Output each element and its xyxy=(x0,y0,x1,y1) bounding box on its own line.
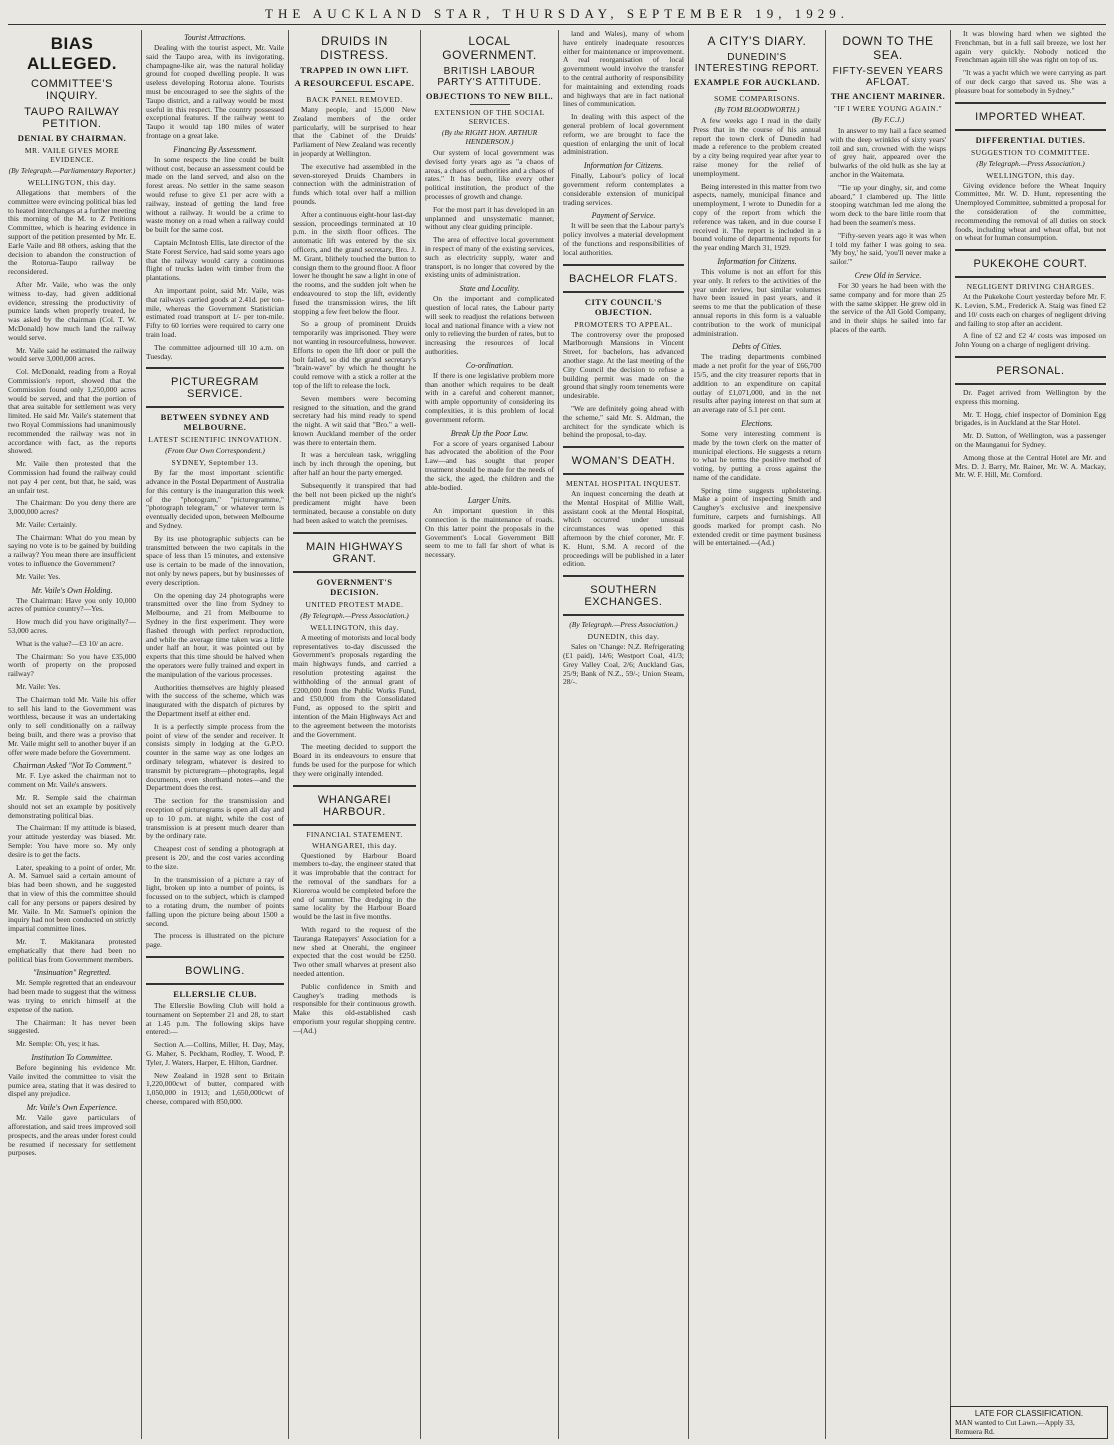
paragraph: So a group of prominent Druids temporarily was imprisoned. They were not wanting in resourcefulness, however. Efforts to open the lift door or pull the bolt failed, so did the grand secretary's "brain-wave" by which he thought he could remove with a stick a roller at the top of the lift to release the lock. xyxy=(293,319,416,390)
paragraph: An important point, said Mr. Vaile, was that railways carried goods at 2.41d. per ton-mile, whereas the Government Statistician estimated road transport at 1/- per ton-mile. Fifty to 60 lorries were required to carry one train load. xyxy=(146,285,284,339)
section-subhead: Information for Citizens. xyxy=(583,161,664,171)
paragraph: "Tie up your dinghy, sir, and come aboard," I clambered up. The little stooping watchman led me along the worn deck to the bare little room that had been the seamen's mess. xyxy=(830,182,946,227)
headline: MAIN HIGHWAYS GRANT. xyxy=(305,540,404,565)
article-body xyxy=(563,331,684,441)
article-body xyxy=(955,293,1106,350)
paragraph: The area of effective local government in respect of many of the existing services, such as electricity supply, water and transport, is no longer that covered by the existing units of administration. xyxy=(425,235,554,280)
deck: EXAMPLE FOR AUCKLAND. xyxy=(694,77,820,87)
paragraph: Mr. T. Hogg, chief inspector of Dominion Egg brigades, is in Auckland at the Star Hotel. xyxy=(955,409,1106,428)
paragraph: Cheapest cost of sending a photograph at present is 20/, and the cost varies according to the size. xyxy=(146,844,284,871)
article-body xyxy=(293,852,416,1036)
subheadline: GOVERNMENT'S DECISION. xyxy=(316,576,393,597)
late-classification-note: MAN wanted to Cut Lawn.—Apply 33, Remuera Rd. xyxy=(955,1418,1075,1436)
paragraph: Giving evidence before the Wheat Inquiry Committee, Mr. W. D. Hunt, representing the Unemployed Committee, submitted a proposal for the consideration of the committee, recommending the removal of all duties on stock foods, including wheat and wheat offal, but not on wheat for human consumption. xyxy=(955,180,1106,243)
paragraph: For the most part it has developed in an unplanned and unsystematic manner, without any clear guiding principle. xyxy=(425,204,554,232)
paragraph: On the important and complicated question of local rates, the Labour party will seek to readjust the relations between local and national finance with a view not only to relieving the burden of rates, but to increasing the resources of local authorities. xyxy=(425,294,554,356)
column-personal xyxy=(951,30,1110,1405)
paragraph: Allegations that members of the committee were evincing political bias led to heated interchanges at a further meeting this morning of the M. to Z Petitions Committee, which is hearing evidence in support of the petition presented by Mr. E. Earle Vaile and 88 others, asking that the decision to abandon the construction of the Rotorua-Taupo railway be reconsidered. xyxy=(8,188,136,277)
divider xyxy=(335,91,375,92)
subheadline: BRITISH LABOUR PARTY'S ATTITUDE. xyxy=(437,66,542,88)
paragraph: Col. McDonald, reading from a Royal Commission's report, showed that the Commission found only 1,250,000 acres would be served, and that the portion of that area suitable for settlement was very limited. He said Mr. Vaile's statement that two Royal Commissions had unanimously recommended the railway was not in accordance with fact, as the reports showed. xyxy=(8,367,136,456)
paragraph: The meeting decided to support the Board in its endeavours to ensure that funds be used for the purpose for which they were originally intended. xyxy=(293,742,416,778)
dateline: WELLINGTON, this day. xyxy=(310,622,399,632)
deck: BACK PANEL REMOVED. xyxy=(306,95,403,104)
dateline: DUNEDIN, this day. xyxy=(587,632,660,642)
deck: SUGGESTION TO COMMITTEE. xyxy=(970,147,1090,157)
paragraph: Many people, and 15,000 New Zealand members of the order particularly, will be surprised to hear that the Cabinet of the Druids' Parliament of New Zealand was recently in jeopardy at Wellington. xyxy=(293,105,416,158)
paragraph: Mr. F. Lye asked the chairman not to comment on Mr. Vaile's answers. xyxy=(8,771,136,790)
section-subhead: Debts of Cities. xyxy=(732,342,782,352)
paragraph: This volume is not an effort for this year only. It refers to the activities of the year under review, but similar volumes have been issued in past years, and it seems to me that the publication of these annual reports in this form is a valuable contribution to the work of municipal administration. xyxy=(693,266,821,338)
paragraph: Mr. Vaile then protested that the Commission had found the railway could not pay 4 per cent, but that, he said, was an unfair test. xyxy=(8,459,136,495)
deck: MR. VAILE GIVES MORE EVIDENCE. xyxy=(24,146,120,164)
column-bachelor-flats xyxy=(559,30,688,1439)
paragraph: Spring time suggests upholstering. Make a point of inspecting Smith and Caughey's exclusive and inexpensive furniture, carpets and furnishings. All goods marked for prompt cash. No extended credit or time payment business will be entertained.—(Ad.) xyxy=(693,485,821,548)
subheadline: COMMITTEE'S INQUIRY. xyxy=(30,78,114,102)
subheadline: NEGLIGENT DRIVING CHARGES. xyxy=(966,282,1095,292)
paragraph: Later, speaking to a point of order, Mr. A. M. Samuel said a certain amount of bias had been shown, and he suggested that in view of this the committee should call for any persons or papers desired by Mr. Vaile. In Mr. Samuel's opinion the inquiry had not been conducted on strictly impartial committee lines. xyxy=(8,862,136,934)
paragraph: An inquest concerning the death at the Mental Hospital of Millie Wall, assistant cook at the Mental Hospital, which occurred under unusual circumstances was opened this afternoon by the chief coroner, Mr. F. K. Hunt, S.M. A record of the proceedings will be published in a later edition. xyxy=(563,489,684,569)
deck: UNITED PROTEST MADE. xyxy=(305,599,404,609)
article-body xyxy=(563,30,684,258)
paragraph: Dealing with the tourist aspect, Mr. Vaile said the Taupo area, with its invigorating, champagne-like air, was the natural holiday ground for cooped dwelling people. It was useless developing Rotorua alone. Tourists must be encouraged to see the sights of the Taupo district, and a railway would be most useful in this respect. The country possessed exceptional features. If the railway went to Taupo it would tap 180 miles of water frontage on a great lake. xyxy=(146,43,284,140)
credit-line: (By Telegraph.—Press Association.) xyxy=(300,610,409,620)
paragraph: Public confidence in Smith and Caughey's trading methods is responsible for their continuous growth. Make this old-established cash emporium your regular shopping centre.—(Ad.) xyxy=(293,981,416,1035)
paragraph: Some very interesting comment is made by the town clerk on the matter of municipal elections. He suggests a return to what he terms the positive method of voting, by putting a cross against the name of the candidate. xyxy=(693,428,821,482)
paragraph: The Chairman told Mr. Vaile his offer to sell his land to the Government was worthless, because it was an undertaking only to sell conditionally on a railway being built, and there was a proviso that Mr. Vaile might sell to another buyer if an offer were made before the Government. xyxy=(8,694,136,757)
paragraph: A meeting of motorists and local body representatives to-day discussed the Government's proposals regarding the main highways funds, and carried a resolution protesting against the withholding of the annual grant of £200,000 from the Public Works Fund, and £50,000 from the Consolidated Fund, as opposed to the spirit and intention of the Main Highways Act and to the agreement between the motorists and the Government. xyxy=(293,632,416,739)
section-subhead: Mr. Vaile's Own Holding. xyxy=(31,585,113,595)
paragraph: What is the value?—£3 10/ an acre. xyxy=(16,638,124,648)
headline: PERSONAL. xyxy=(996,364,1065,377)
column-down-to-the-sea xyxy=(826,30,950,1439)
paragraph: Captain McIntosh Ellis, late director of the State Forest Service, had said some years ago that the railway would carry a continuous flight of trucks laden with timber from the plantations. xyxy=(146,237,284,283)
subheadline: ELLERSLIE CLUB. xyxy=(173,988,257,999)
late-classification-box xyxy=(950,1406,1108,1439)
paragraph: Questioned by Harbour Board members to-day, the engineer stated that it was improbable that the contract for the removal of the sandbars for a Kioreroa would be completed before the end of summer. The dredging in the same locality by the Harbour Board would be the last in five months. xyxy=(293,850,416,922)
section-subhead: Financing By Assessment. xyxy=(173,144,257,154)
paragraph: For 30 years he had been with the same company and for more than 25 with the same skipper. He grew old in the service of the All Gold Company, and in their ships he sailed into far places of the earth. xyxy=(830,280,946,334)
paragraph: In dealing with this aspect of the general problem of local government reform, we are brought to face the question of enlarging the unit of local administration. xyxy=(563,112,684,157)
paragraph: Dr. Paget arrived from Wellington by the express this morning. xyxy=(955,387,1106,406)
section-subhead: Tourist Attractions. xyxy=(184,33,246,42)
paragraph: A few weeks ago I read in the daily Press that in the course of his annual report the town clerk of Dunedin had made a reference to the problem created by a city being required year after year to raise money for the relief of unemployment. xyxy=(693,116,821,178)
paragraph: The committee adjourned till 10 a.m. on Tuesday. xyxy=(146,342,284,361)
article-body xyxy=(146,1002,284,1107)
article-body xyxy=(425,149,554,560)
column-city-diary xyxy=(689,30,825,1439)
headline: BOWLING. xyxy=(185,964,245,977)
credit-line: (By Telegraph.—Press Association.) xyxy=(569,620,678,630)
section-subhead: Mr. Vaile's Own Experience. xyxy=(26,1103,118,1113)
deck: DENIAL BY CHAIRMAN. xyxy=(17,133,127,143)
paragraph: The Chairman: So you have £35,000 worth of property on the proposed railway? xyxy=(8,651,136,679)
paragraph: "We are definitely going ahead with the scheme," said Mr. S. Aldman, the architect for the syndicate which is behind the proposal, to-day. xyxy=(563,403,684,440)
dateline: WHANGAREI, this day. xyxy=(312,840,397,850)
deck: LATEST SCIENTIFIC INNOVATION. xyxy=(148,435,282,445)
paragraph: Mr. T. Makitanara protested emphatically that there had been no political bias from Government members. xyxy=(8,936,136,964)
subheadline: FIFTY-SEVEN YEARS AFLOAT. xyxy=(832,66,944,88)
section-subhead: Crew Old in Service. xyxy=(854,270,922,280)
subheadline: TRAPPED IN OWN LIFT. xyxy=(300,65,409,75)
headline: BACHELOR FLATS. xyxy=(568,272,679,285)
headline: IMPORTED WHEAT. xyxy=(975,110,1086,123)
paragraph: Mr. Semple: Oh, yes; it has. xyxy=(16,1039,100,1049)
credit-line: (By TOM BLOODWORTH.) xyxy=(714,105,800,114)
paragraph: The Chairman: Do you deny there are 3,000,000 acres? xyxy=(8,498,136,517)
section-subhead: Co-ordination. xyxy=(465,360,514,370)
section-subhead: Institution To Committee. xyxy=(31,1052,113,1062)
credit-line: (By Telegraph.—Parliamentary Reporter.) xyxy=(8,166,136,175)
deck: EXTENSION OF THE SOCIAL SERVICES. xyxy=(434,108,545,126)
credit-line: (From Our Own Correspondent.) xyxy=(165,446,265,456)
headline: DOWN TO THE SEA. xyxy=(842,34,934,62)
paragraph: Being interested in this matter from two aspects, namely, municipal finance and unemployment, I wrote to Dunedin for a copy of the report from which the reference was taken, and in due course I received it. The report is included in a bound volume of departmental reports for the year ending March 31, 1929. xyxy=(693,181,821,253)
paragraph: Mr. Vaile: Yes. xyxy=(16,571,61,581)
paragraph: Mr. Vaile gave particulars of afforestation, and said trees improved soil prospects, and the areas under forest could be resumed if necessary for settlement purposes. xyxy=(8,1113,136,1158)
paragraph: The Chairman: If my attitude is biased, your attitude yesterday was biased. Mr. Semple: You have more so. My only desire is to get the facts. xyxy=(8,823,136,859)
paragraph: New Zealand in 1928 sent to Britain 1,220,000cwt of butter, compared with 1,050,000 in 1913; and 1,650,000cwt of cheese, compared with 850,000. xyxy=(146,1070,284,1106)
column-local-government xyxy=(421,30,558,1439)
dateline: SYDNEY, September 13. xyxy=(171,458,259,468)
paragraph: After a continuous eight-hour last-day session, proceedings terminated at 10 p.m. in the sixth floor offices. The automatic lift was entered by the six officers, and the grand secretary, Bro. J. M. Grant, blithely touched the button to consign them to the ground floor. A floor lower he thought he saw a light in one of the rooms, and the sudden jolt when he endeavoured to stop the lift, evidently fused the transmission wires, the lift stopping a few feet below the floor. xyxy=(293,209,416,316)
section-subhead: Information for Citizens. xyxy=(717,256,797,266)
paragraph: The controversy over the proposed Marlborough Mansions in Vincent Street, for bachelors, has advanced another stage. At the last meeting of the City Council the decision to refuse a building permit was made on the ground that singly room tenements were undesirable. xyxy=(563,329,685,401)
subheadline: BETWEEN SYDNEY AND MELBOURNE. xyxy=(160,412,270,433)
paragraph: Mr. Vaile said he estimated the railway would serve 3,000,000 acres. xyxy=(8,345,136,364)
article-body xyxy=(563,643,684,687)
article-body xyxy=(563,490,684,569)
article-body xyxy=(293,634,416,779)
paragraph: It is a perfectly simple process from the point of view of the sender and receiver. It consists simply in lodging at the G.P.O. counter in the same way as one lodges an ordinary telegram, whatever is desired to transmit by picturegram—photographs, legal documents, even shorthand notes—and the Department does the rest. xyxy=(146,721,284,793)
column-bias-alleged xyxy=(4,30,140,1439)
section-subhead: Break Up the Poor Law. xyxy=(450,428,529,438)
paragraph: How much did you have originally?—53,000 acres. xyxy=(8,617,136,636)
deck: SOME COMPARISONS. xyxy=(714,94,800,103)
paragraph: Finally, Labour's policy of local government reform contemplates a considerable extension of municipal trading services. xyxy=(563,171,684,207)
article-body xyxy=(146,469,284,950)
paragraph: The Chairman: It has never been suggested. xyxy=(8,1017,136,1036)
dateline: WELLINGTON, this day. xyxy=(986,170,1075,180)
article-body xyxy=(955,389,1106,480)
paragraph: The trading departments combined made a net profit for the year of £66,700 15/5, and the city treasurer reports that in addition to an expenditure on capital outlay of £1,071,000, and in the net results after paying interest on that sum at an average rate of 5.1 per cent. xyxy=(693,352,821,415)
section-subhead: "Insinuation" Regretted. xyxy=(33,968,111,978)
paragraph: The executive had assembled in the seven-storeyed Druids Chambers in connection with the administration of funds which total over half a million pounds. xyxy=(293,161,416,206)
subheadline: DIFFERENTIAL DUTIES. xyxy=(975,134,1086,145)
article-body xyxy=(8,189,136,1158)
paragraph: At the Pukekohe Court yesterday before Mr. F. K. Levien, S.M., Frederick A. Staig was fined £2 and 10/ costs each on charges of negligent driving and failing to stop after an accident. xyxy=(955,292,1106,328)
paragraph: The section for the transmission and reception of picturegrams is open all day and up to 10 p.m. at night, while the cost of transmission is at present much dearer than by the ordinary rate. xyxy=(146,796,284,841)
headline: A CITY'S DIARY. xyxy=(707,34,807,48)
column-picturegram xyxy=(142,30,288,1439)
article-body xyxy=(293,106,416,526)
article-body xyxy=(830,127,946,335)
paragraph: Before beginning his evidence Mr. Vaile invited the committee to visit the pumice area, stating that it was desired to dispel any prejudice. xyxy=(8,1062,136,1099)
subheadline: FINANCIAL STATEMENT. xyxy=(306,829,403,839)
masthead: THE AUCKLAND STAR, THURSDAY, SEPTEMBER 19, 1929. xyxy=(265,6,849,21)
paragraph: Sales on 'Change: N.Z. Refrigerating (£1 paid), 14/6; Westport Coal, 41/3; Grey Valley Coal, 2/6; Auckland Gas, 25/9; Bank of N.Z., 59/-; Union Steam, 28/-. xyxy=(563,642,684,687)
section-subhead: Payment of Service. xyxy=(591,211,656,221)
headline: DRUIDS IN DISTRESS. xyxy=(320,34,389,62)
paragraph: The Chairman: Have you only 10,000 acres of pumice country?—Yes. xyxy=(8,595,136,614)
deck: OBJECTIONS TO NEW BILL. xyxy=(425,91,554,101)
paragraph: On the opening day 24 photographs were transmitted over the line from Sydney to Melbourne, and 21 from Melbourne to Sydney in the first experiment. They were flashed through with perfect reproduction, and while the average time taken was a little under half an hour, it was pointed out by experts that this time should be halved when the operators were fully trained and expert in the manipulation of the various processes. xyxy=(146,590,284,679)
article-body xyxy=(955,30,1106,96)
late-classification-heading: LATE FOR CLASSIFICATION. xyxy=(974,1409,1084,1418)
headline: WOMAN'S DEATH. xyxy=(571,455,676,468)
paragraph: A fine of £2 and £2 4/ costs was imposed on John Young on a charge of negligent driving. xyxy=(955,331,1106,350)
paragraph: After Mr. Vaile, who was the only witness to-day, had given additional evidence, stressing the productivity of pumice lands when properly treated, he was asked by the chairman (Col. T. W. McDonald) how much land the railway would serve. xyxy=(8,279,136,342)
paragraph: Mr. Vaile: Certainly. xyxy=(16,519,78,529)
credit-line: (By F.C.J.) xyxy=(871,115,905,124)
paragraph: Mr. Semple regretted that an endeavour had been made to suggest that the witness was trying to enrich himself at the expense of the nation. xyxy=(8,978,136,1014)
section-subhead: Elections. xyxy=(741,418,773,428)
paragraph: "Fifty-seven years ago it was when I told my father I was going to sea. 'My boy,' he said, 'you'll never make a sailor.'" xyxy=(830,230,946,267)
paragraph: It will be seen that the Labour party's policy involves a material development of the functions and responsibilities of local authorities. xyxy=(563,221,684,257)
paragraph: Subsequently it transpired that had the bell not been picked up the night's predicament might have been terminated, because a constable on duty had been asked to watch the premises. xyxy=(293,480,416,526)
article-body xyxy=(955,182,1106,244)
paragraph: Our system of local government was devised forty years ago as "a chaos of areas, a chaos of authorities and a chaos of rates." It has been, like every other political institution, the product of the processes of growth and change. xyxy=(425,148,554,201)
subheadline: DUNEDIN'S INTERESTING REPORT. xyxy=(694,52,820,74)
article-body xyxy=(693,117,821,548)
paragraph: If there is one legislative problem more than another which requires to be dealt with in a careful and coherent manner, with ample opportunity of considering its complexities, it is this problem of local government reform. xyxy=(425,370,554,424)
headline: PUKEKOHE COURT. xyxy=(973,258,1088,271)
paragraph: Mr. Vaile: Yes. xyxy=(16,682,61,692)
paragraph: Section A.—Collins, Miller, H. Day, May, G. Maher, S. Peckham, Rodley, T. Wood, P. Tyler, J. Waters, Harper, E. Hilton, Gardner. xyxy=(146,1040,284,1067)
headline: LOCAL GOVERNMENT. xyxy=(442,34,537,62)
subheadline: MENTAL HOSPITAL INQUEST. xyxy=(566,479,681,489)
paragraph: Among those at the Central Hotel are Mr. and Mrs. D. J. Barry, Mr. Rainer, Mr. W. A. Mackay, Mr. W. F. Hill, Mr. Cornford. xyxy=(955,452,1106,480)
deck: A RESOURCEFUL ESCAPE. xyxy=(294,78,415,88)
paragraph: An important question in this connection is the maintenance of roads. On this latter point the proposals in the Government's Local Government Bill seem to me to fall far short of what is necessary. xyxy=(425,506,554,560)
paragraph: In some respects the line could be built without cost, because an assessment could be made on the land served, and also on the forest areas. No settler in the same season would refuse to give £1 per acre with a railway, instead of getting the land free without a railway. It would be a crime to waste money on a road when a railway could be built for the same cost. xyxy=(146,154,284,235)
subheadline: CITY COUNCIL'S OBJECTION. xyxy=(584,296,663,317)
subheadline: TAUPO RAILWAY PETITION. xyxy=(24,106,120,130)
paragraph: By its use photographic subjects can be transmitted between the two capitals in the space of less than 15 minutes, and extensive use is certain to be made of the innovation, not only by news papers, but by businesses of every description. xyxy=(146,533,284,587)
paragraph: land and Wales), many of whom have entirely inadequate resources either for maintenance or improvement. A real reorganisation of local government would involve the transfer to the central authority of responsibility for maintaining and extending roads and highways that are in fact national lines of communication. xyxy=(563,30,684,109)
paragraph: Seven members were becoming resigned to the situation, and the grand secretary had his mind ready to spend the night. A wit said that "Bro." a well-known Auckland member of the order was there to entertain them. xyxy=(293,393,416,447)
paragraph: With regard to the request of the Tauranga Ratepayers' Association for a new shed at Onerahi, the engineer expected that the cost would be £250. Two other small wharves at present also needed attention. xyxy=(293,924,416,978)
paragraph: Authorities themselves are highly pleased with the success of the scheme, which was inaugurated with the dispatch of pictures by the Department itself at either end. xyxy=(146,682,284,719)
credit-line: (By Telegraph.—Press Association.) xyxy=(976,158,1085,168)
masthead-rule xyxy=(8,24,1106,25)
deck: "IF I WERE YOUNG AGAIN." xyxy=(833,104,943,113)
headline: BIAS ALLEGED. xyxy=(27,34,117,73)
section-subhead: State and Locality. xyxy=(459,284,520,294)
paragraph: Mr. R. Semple said the chairman should not set an example by positively demonstrating political bias. xyxy=(8,793,136,820)
paragraph: The process is illustrated on the picture page. xyxy=(146,931,284,950)
deck: PROMOTERS TO APPEAL. xyxy=(574,319,673,329)
headline: SOUTHERN EXCHANGES. xyxy=(584,584,663,609)
credit-line: (By the RIGHT HON. ARTHUR HENDERSON.) xyxy=(441,128,538,146)
paragraph: The Ellerslie Bowling Club will hold a tournament on September 21 and 28, to start at 1.45 p.m. The following skips have entered:— xyxy=(146,1000,284,1037)
section-subhead: Larger Units. xyxy=(467,496,512,506)
paragraph: Mr. D. Sutton, of Wellington, was a passenger on the Maunganui for Sydney. xyxy=(955,431,1106,449)
paragraph: For a score of years organised Labour has advocated the abolition of the Poor Law—and has sought that proper treatment should be made for the needs of the sick, the aged, the children and the able-bodied. xyxy=(425,438,554,492)
paragraph: By far the most important scientific advance in the Postal Department of Australia for this century is the inauguration this week of the "photogram," "picturegramme," "photograph telegram," or whatever term is eventually decided upon, between Melbourne and Sydney. xyxy=(146,468,284,531)
deck: THE ANCIENT MARINER. xyxy=(830,91,946,101)
paragraph: The Chairman: What do you mean by saying no vote is to be gained by building a railway? You mean there are insufficient votes to influence the Government? xyxy=(8,532,136,569)
column-druids xyxy=(289,30,420,1439)
divider xyxy=(470,104,510,105)
article-body xyxy=(146,33,284,361)
divider xyxy=(737,90,777,91)
paragraph: It was a herculean task, wriggling inch by inch through the opening, but after half an hour the party emerged. xyxy=(293,450,416,478)
dateline: WELLINGTON, this day. xyxy=(27,178,117,187)
paragraph: "It was a yacht which we were carrying as part of our deck cargo that saved us. She was a pleasure boat for somebody in Sydney." xyxy=(955,68,1106,95)
headline: WHANGAREI HARBOUR. xyxy=(317,793,392,818)
headline: PICTUREGRAM SERVICE. xyxy=(171,376,259,401)
section-subhead: Chairman Asked "Not To Comment." xyxy=(12,761,132,771)
paragraph: In answer to my hail a face seamed with the deep wrinkles of sixty years' toil and sun, crowned with the wisps of grey hair, appeared over the bulwarks of the old hulk as she lay at anchor in the Waitemata. xyxy=(830,126,946,179)
paragraph: In the transmission of a picture a ray of light, broken up into a number of points, is focussed on to the subject, which is clamped to a rotating drum, the number of points falling upon the picture being about 1500 a second. xyxy=(146,874,284,928)
paragraph: It was blowing hard when we sighted the Frenchman, but in a full sail breeze, we lost her again very quickly. Nobody noticed the Frenchman again till she was right on top of us. xyxy=(955,30,1106,65)
